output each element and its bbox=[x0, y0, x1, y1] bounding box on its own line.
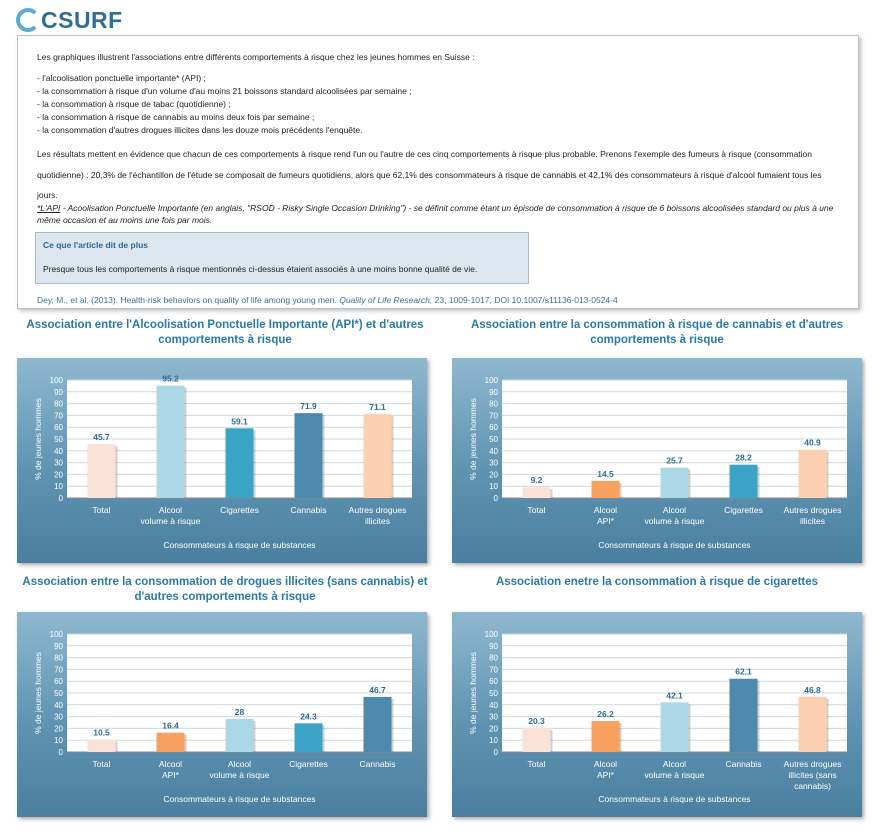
data-label: 71.1 bbox=[369, 402, 386, 413]
y-tick-label: 100 bbox=[484, 376, 498, 385]
api-footnote-term: *L'API bbox=[37, 203, 61, 213]
reference bbox=[37, 294, 618, 306]
summary-box bbox=[17, 35, 859, 309]
api-footnote bbox=[37, 202, 847, 226]
y-tick-label: 0 bbox=[493, 494, 498, 503]
bar bbox=[523, 728, 551, 752]
x-tick-label: Alcool bbox=[227, 759, 252, 769]
x-tick-label: Cannabis bbox=[290, 505, 327, 515]
x-tick-label: Cannabis bbox=[725, 759, 762, 769]
y-tick-label: 40 bbox=[54, 446, 63, 456]
bar bbox=[799, 697, 827, 752]
y-tick-label: 30 bbox=[54, 458, 63, 468]
data-label: 20.3 bbox=[528, 716, 545, 727]
bar bbox=[799, 450, 827, 498]
x-tick-label: Total bbox=[92, 505, 111, 515]
y-tick-label: 10 bbox=[489, 482, 498, 492]
y-tick-label: 10 bbox=[54, 736, 63, 746]
y-tick-label: 10 bbox=[54, 482, 63, 492]
y-tick-label: 80 bbox=[489, 399, 498, 409]
y-tick-label: 90 bbox=[489, 387, 498, 397]
bar bbox=[88, 740, 116, 752]
x-axis-title: Consommateurs à risque de substances bbox=[163, 540, 316, 550]
x-axis-title: Consommateurs à risque de substances bbox=[598, 540, 751, 550]
bar bbox=[157, 386, 185, 498]
y-tick-label: 90 bbox=[489, 641, 498, 651]
bar bbox=[364, 414, 392, 498]
bar bbox=[226, 719, 254, 752]
y-tick-label: 70 bbox=[489, 665, 498, 675]
chart-cigarettes bbox=[452, 612, 862, 817]
list-item: - la consommation d'autres drogues illicites dans les douze mois précédents l'enquête. bbox=[37, 125, 363, 135]
chart-panel-cannabis bbox=[452, 358, 862, 563]
data-label: 40.9 bbox=[804, 437, 821, 448]
article-extra-text: Presque tous les comportements à risque mentionnés ci-dessus étaient associés à une moins bonne qualité de vie. bbox=[43, 264, 478, 274]
data-label: 9.2 bbox=[530, 475, 543, 486]
x-axis-title: Consommateurs à risque de substances bbox=[163, 794, 316, 804]
x-tick-label: illicites bbox=[364, 516, 391, 526]
bar bbox=[226, 428, 254, 498]
chart-cannabis bbox=[452, 358, 862, 563]
chart-title-cigarettes bbox=[452, 575, 862, 590]
list-item: - l'alcoolisation ponctuelle importante* (API) ; bbox=[37, 73, 206, 83]
x-tick-label: Alcool bbox=[593, 505, 618, 515]
x-tick-label: Total bbox=[527, 505, 546, 515]
data-label: 62.1 bbox=[735, 666, 752, 677]
data-label: 45.7 bbox=[93, 432, 110, 443]
y-tick-label: 0 bbox=[58, 748, 63, 757]
y-tick-label: 90 bbox=[54, 387, 63, 397]
x-axis-title: Consommateurs à risque de substances bbox=[598, 794, 751, 804]
reference-authors: Dey, M., et al. (2013). Health-risk behaviors on quality of life among young men. bbox=[37, 295, 340, 305]
data-label: 46.7 bbox=[369, 684, 386, 695]
y-tick-label: 70 bbox=[54, 665, 63, 675]
y-tick-label: 100 bbox=[484, 630, 498, 639]
chart-panel-cigarettes bbox=[452, 612, 862, 817]
x-tick-label: Alcool bbox=[158, 505, 183, 515]
x-tick-label: cannabis) bbox=[794, 781, 831, 791]
y-tick-label: 80 bbox=[489, 653, 498, 663]
y-tick-label: 50 bbox=[489, 689, 498, 698]
reference-details: 23, 1009-1017, DOI 10.1007/s11136-013-0524-4 bbox=[432, 295, 618, 305]
chart-api bbox=[17, 358, 427, 563]
x-tick-label: Cigarettes bbox=[220, 505, 259, 515]
y-tick-label: 30 bbox=[489, 458, 498, 468]
y-tick-label: 40 bbox=[489, 700, 498, 710]
x-tick-label: Total bbox=[527, 759, 546, 769]
x-tick-label: volume à risque bbox=[644, 516, 705, 526]
data-label: 14.5 bbox=[597, 468, 614, 479]
y-tick-label: 80 bbox=[54, 653, 63, 663]
y-tick-label: 20 bbox=[54, 724, 63, 734]
bar bbox=[730, 465, 758, 498]
list-item: - la consommation à risque de tabac (quotidienne) ; bbox=[37, 99, 231, 109]
x-tick-label: Alcool bbox=[662, 759, 687, 769]
reference-journal: Quality of Life Research, bbox=[339, 295, 433, 305]
y-tick-label: 30 bbox=[489, 712, 498, 722]
chart-title-api-text: Association entre l'Alcoolisation Ponctuelle Importante (API*) et d'autres comportements à risque bbox=[26, 319, 424, 346]
x-tick-label: Cigarettes bbox=[289, 759, 328, 769]
data-label: 10.5 bbox=[93, 727, 110, 738]
article-extra-box bbox=[35, 232, 529, 284]
data-label: 25.7 bbox=[666, 455, 683, 466]
x-tick-label: Cigarettes bbox=[724, 505, 763, 515]
y-tick-label: 20 bbox=[489, 724, 498, 734]
y-tick-label: 0 bbox=[58, 494, 63, 503]
x-tick-label: volume à risque bbox=[644, 770, 705, 780]
x-tick-label: API* bbox=[161, 770, 180, 780]
y-axis-title: % de jeunes hommes bbox=[33, 652, 43, 734]
data-label: 71.9 bbox=[300, 401, 317, 412]
results-paragraph: Les résultats mettent en évidence que chacun de ces comportements à risque rend l'un ou l'autre de ces cinq comportements à risque plus probable. Prenons l'exemple des fumeurs à risque (consommation quotidienne) : 20,3% de l'échantillon de l'étude se composait de fumeurs quotidiens, alors que 62,1% des consommateurs à risque de cannabis et 42,1% des consommateurs à risque d'alcool fumaient tous les jours. bbox=[37, 149, 822, 200]
x-tick-label: API* bbox=[596, 770, 615, 780]
y-tick-label: 20 bbox=[54, 470, 63, 480]
y-tick-label: 100 bbox=[49, 376, 63, 385]
x-tick-label: Total bbox=[92, 759, 111, 769]
api-footnote-text: - Acoolisation Ponctuelle Importante (en anglais, "RSOD - Risky Single Occasion Drinking") - se définit comme étant un épisode de consommation à risque de 6 boissons alcoolisées standard ou plus à une même occasion et au moins une fois par mois. bbox=[37, 203, 834, 225]
y-tick-label: 70 bbox=[54, 411, 63, 421]
y-axis-title: % de jeunes hommes bbox=[468, 652, 478, 734]
chart-title-cannabis bbox=[452, 318, 862, 348]
y-tick-label: 30 bbox=[54, 712, 63, 722]
chart-title-cannabis-text: Association entre la consommation à risque de cannabis et d'autres comportements à risque bbox=[470, 319, 844, 346]
y-tick-label: 0 bbox=[493, 748, 498, 757]
article-extra-heading: Ce que l'article dit de plus bbox=[43, 240, 148, 250]
y-tick-label: 90 bbox=[54, 641, 63, 651]
y-tick-label: 10 bbox=[489, 736, 498, 746]
x-tick-label: Alcool bbox=[593, 759, 618, 769]
chart-title-drugs-text: Association entre la consommation de drogues illicites (sans cannabis) et d'autres comportements à risque bbox=[22, 576, 428, 603]
bar bbox=[661, 702, 689, 752]
y-tick-label: 60 bbox=[489, 677, 498, 687]
x-tick-label: illicites bbox=[799, 516, 826, 526]
y-tick-label: 70 bbox=[489, 411, 498, 421]
bar bbox=[592, 481, 620, 498]
x-tick-label: volume à risque bbox=[140, 516, 201, 526]
chart-drugs bbox=[17, 612, 427, 817]
data-label: 46.8 bbox=[804, 684, 821, 695]
x-tick-label: Alcool bbox=[158, 759, 183, 769]
bar bbox=[661, 468, 689, 498]
y-tick-label: 20 bbox=[489, 470, 498, 480]
y-tick-label: 60 bbox=[489, 423, 498, 433]
y-tick-label: 50 bbox=[54, 435, 63, 444]
list-item: - la consommation à risque de cannabis au moins deux fois par semaine ; bbox=[37, 112, 315, 122]
bar bbox=[157, 733, 185, 752]
data-label: 95.2 bbox=[162, 373, 179, 384]
chart-title-drugs bbox=[20, 575, 430, 605]
x-tick-label: Alcool bbox=[662, 505, 687, 515]
logo-text: CSURF bbox=[41, 6, 123, 33]
chart-title-cigarettes-text: Association enetre la consommation à risque de cigarettes bbox=[495, 576, 819, 588]
chart-panel-drugs bbox=[17, 612, 427, 817]
bar bbox=[364, 697, 392, 752]
data-label: 26.2 bbox=[597, 709, 614, 720]
intro-text: Les graphiques illustrent l'associations entre différents comportements à risque chez les jeunes hommes en Suisse : bbox=[37, 52, 475, 62]
x-tick-label: illicites (sans bbox=[788, 770, 837, 780]
y-tick-label: 40 bbox=[54, 700, 63, 710]
bar bbox=[730, 679, 758, 752]
behavior-list bbox=[37, 72, 412, 137]
bar bbox=[295, 413, 323, 498]
logo-ring-icon bbox=[16, 8, 40, 32]
y-tick-label: 60 bbox=[54, 677, 63, 687]
list-item: - la consommation à risque d'un volume d'au moins 21 boissons standard alcoolisées par semaine ; bbox=[37, 86, 412, 96]
y-tick-label: 50 bbox=[489, 435, 498, 444]
bar bbox=[592, 721, 620, 752]
chart-title-api bbox=[20, 318, 430, 348]
y-tick-label: 80 bbox=[54, 399, 63, 409]
y-tick-label: 40 bbox=[489, 446, 498, 456]
y-axis-title: % de jeunes hommes bbox=[33, 398, 43, 480]
x-tick-label: volume à risque bbox=[209, 770, 270, 780]
y-tick-label: 100 bbox=[49, 630, 63, 639]
bar bbox=[523, 487, 551, 498]
data-label: 42.1 bbox=[666, 690, 683, 701]
x-tick-label: Autres drogues bbox=[783, 759, 842, 769]
x-tick-label: Autres drogues bbox=[348, 505, 407, 515]
chart-panel-api bbox=[17, 358, 427, 563]
data-label: 16.4 bbox=[162, 720, 179, 731]
bar bbox=[88, 444, 116, 498]
data-label: 28 bbox=[234, 706, 245, 717]
data-label: 28.2 bbox=[735, 452, 752, 463]
y-axis-title: % de jeunes hommes bbox=[468, 398, 478, 480]
y-tick-label: 60 bbox=[54, 423, 63, 433]
csurf-logo bbox=[16, 8, 123, 32]
data-label: 59.1 bbox=[231, 416, 248, 427]
x-tick-label: Cannabis bbox=[359, 759, 396, 769]
bar bbox=[295, 723, 323, 752]
y-tick-label: 50 bbox=[54, 689, 63, 698]
x-tick-label: API* bbox=[596, 516, 615, 526]
x-tick-label: Autres drogues bbox=[783, 505, 842, 515]
data-label: 24.3 bbox=[300, 711, 317, 722]
